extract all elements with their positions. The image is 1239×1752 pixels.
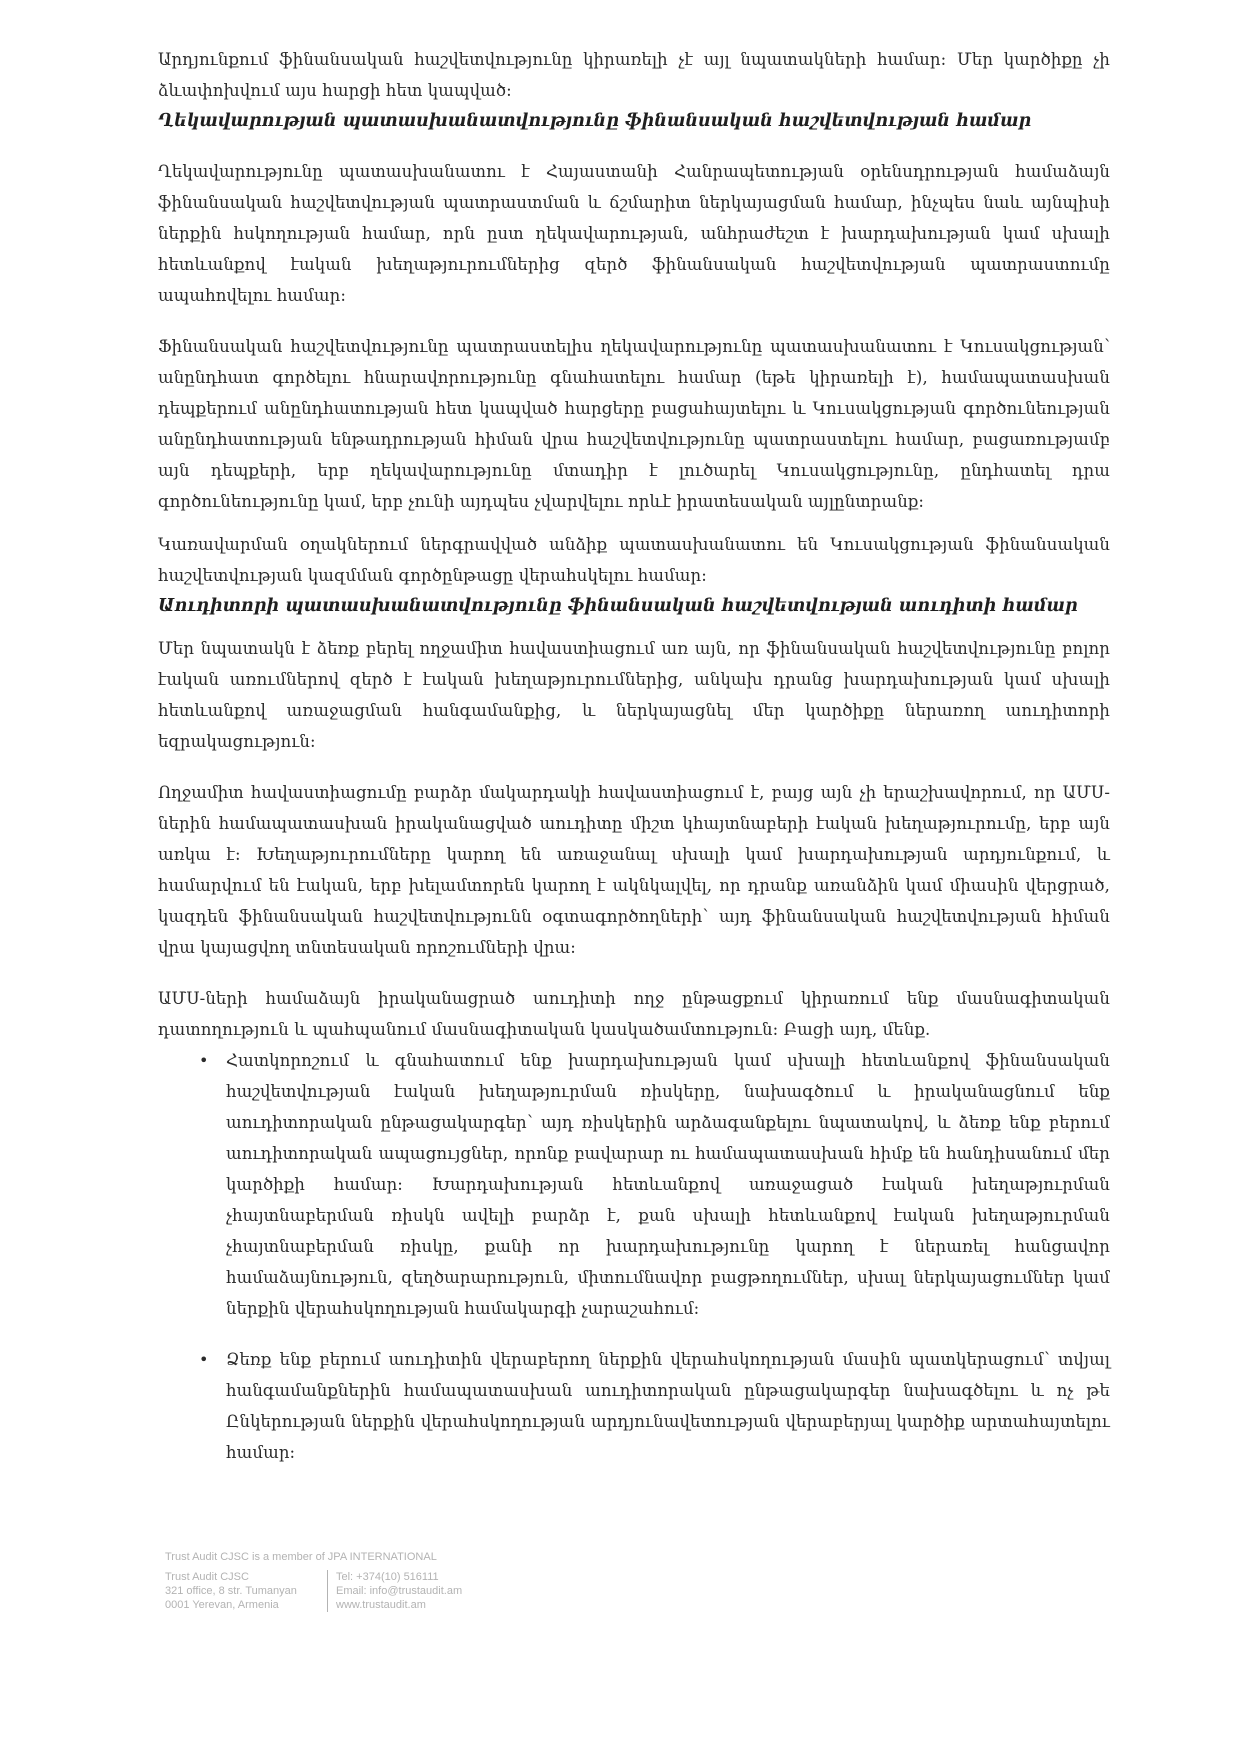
bullet-icon: • bbox=[199, 1051, 209, 1070]
footer-contact-block bbox=[336, 1570, 462, 1612]
audit-procedures-list bbox=[158, 1045, 1110, 1468]
footer-address-line2: 0001 Yerevan, Armenia bbox=[165, 1599, 279, 1611]
intro-paragraph: Արդյունքում ֆինանսական հաշվետվությունը կիրառելի չէ այլ նպատակների համար: Մեր կարծիքը չի ձևափոխվում այս հարցի հետ կապված: bbox=[158, 50, 1110, 100]
list-item bbox=[158, 1344, 1110, 1468]
footer-email: Email: info@trustaudit.am bbox=[336, 1585, 463, 1597]
management-paragraph-3: Կառավարման օղակներում ներգրավված անձիք պատասխանատու են Կուսակցության ֆինանսական հաշվետվության կազմման գործընթացը վերահսկելու համար: bbox=[158, 535, 1110, 585]
auditor-paragraph-2: Ողջամիտ հավաստիացումը բարձր մակարդակի հավաստիացում է, բայց այն չի երաշխավորում, որ ԱՄՍ-ներին համապատասխան իրականացված աուդիտը միշտ կհայտնաբերի էական խեղաթյուրումը, երբ այն առկա է: Խեղաթյուրումները կարող են առաջանալ սխալի կամ խարդախության արդյունքում, և համարվում են էական, երբ խելամտորեն կարող է ակնկալվել, որ դրանք առանձին կամ միասին վերցրած, կազդեն ֆինանսական հաշվետվությունն օգտագործողների՝ այդ ֆինանսական հաշվետվության հիման վրա կայացվող տնտեսական որոշումների վրա: bbox=[158, 783, 1110, 957]
footer-divider bbox=[327, 1570, 328, 1612]
footer-address-block bbox=[165, 1570, 327, 1612]
document-page bbox=[158, 44, 1110, 1468]
footer-address-line1: 321 office, 8 str. Tumanyan bbox=[165, 1585, 297, 1597]
list-item-text: Հատկորոշում և գնահատում ենք խարդախության կամ սխալի հետևանքով ֆինանսական հաշվետվության էական խեղաթյուրման ռիսկերը, նախագծում և իրականացնում ենք աուդիտորական ընթացակարգեր՝ այդ ռիսկերին արձագանքելու նպատակով, և ձեռք ենք բերում աուդիտորական ապացույցներ, որոնք բավարար ու համապատասխան հիմք են հանդիսանում մեր կարծիքի համար: Խարդախության հետևանքով առաջացած էական խեղաթյուրման չհայտնաբերման ռիսկն ավելի բարձր է, քան սխալի հետևանքով էական խեղաթյուրման չհայտնաբերման ռիսկը, քանի որ խարդախությունը կարող է ներառել հանցավոր համաձայնություն, զեղծարարություն, միտումնավոր բացթողումներ, սխալ ներկայացումներ կամ ներքին վերահսկողության համակարգի չարաշահում: bbox=[226, 1051, 1110, 1318]
bullet-icon: • bbox=[199, 1350, 209, 1369]
auditor-paragraph-3: ԱՄՍ-ների համաձայն իրականացրած աուդիտի ողջ ընթացքում կիրառում ենք մասնագիտական դատողություն և պահպանում մասնագիտական կասկածամտություն: Բացի այդ, մենք. bbox=[158, 989, 1110, 1039]
management-paragraph-2: Ֆինանսական հաշվետվությունը պատրաստելիս ղեկավարությունը պատասխանատու է Կուսակցության՝ անընդհատ գործելու հնարավորությունը գնահատելու համար (եթե կիրառելի է), համապատասխան դեպքերում անընդհատության հետ կապված հարցերը բացահայտելու և Կուսակցության գործունեության անընդհատության ենթադրության հիման վրա հաշվետվությունը պատրաստելու համար, բացառությամբ այն դեպքերի, երբ ղեկավարությունը մտադիր է լուծարել Կուսակցությունը, ընդհատել դրա գործունեությունը կամ, երբ չունի այդպես չվարվելու որևէ իրատեսական այլընտրանք: bbox=[158, 337, 1110, 511]
footer-member-line: Trust Audit CJSC is a member of JPA INTERNATIONAL bbox=[165, 1551, 437, 1563]
auditor-paragraph-1: Մեր նպատակն է ձեռք բերել ողջամիտ հավաստիացում առ այն, որ ֆինանսական հաշվետվությունը բոլոր էական առումներով զերծ է էական խեղաթյուրումներից, անկախ դրանց խարդախության կամ սխալի հետևանքով առաջացման հանգամանքից, և ներկայացնել մեր կարծիքը ներառող աուդիտորի եզրակացություն: bbox=[158, 639, 1110, 751]
management-responsibility-heading: Ղեկավարության պատասխանատվությունը ֆինանսական հաշվետվության համար bbox=[158, 111, 1032, 131]
footer-tel: Tel: +374(10) 516111 bbox=[336, 1571, 439, 1583]
letterhead-footer bbox=[165, 1550, 545, 1612]
list-item bbox=[158, 1045, 1110, 1324]
auditor-responsibility-heading: Աուդիտորի պատասխանատվությունը ֆինանսական հաշվետվության աուդիտի համար bbox=[158, 596, 1078, 616]
list-item-text: Ձեռք ենք բերում աուդիտին վերաբերող ներքին վերահսկողության մասին պատկերացում՝ տվյալ հանգամանքներին համապատասխան աուդիտորական ընթացակարգեր նախագծելու և ոչ թե Ընկերության ներքին վերահսկողության արդյունավետության վերաբերյալ կարծիք արտահայտելու համար: bbox=[226, 1350, 1110, 1462]
management-paragraph-1: Ղեկավարությունը պատասխանատու է Հայաստանի Հանրապետության օրենսդրության համաձայն ֆինանսական հաշվետվության պատրաստման և ճշմարիտ ներկայացման համար, ինչպես նաև այնպիսի ներքին հսկողության համար, որն ըստ ղեկավարության, անհրաժեշտ է խարդախության կամ սխալի հետևանքով էական խեղաթյուրումներից զերծ ֆինանսական հաշվետվության պատրաստումը ապահովելու համար: bbox=[158, 162, 1110, 305]
footer-company: Trust Audit CJSC bbox=[165, 1571, 249, 1583]
footer-website: www.trustaudit.am bbox=[336, 1599, 426, 1611]
